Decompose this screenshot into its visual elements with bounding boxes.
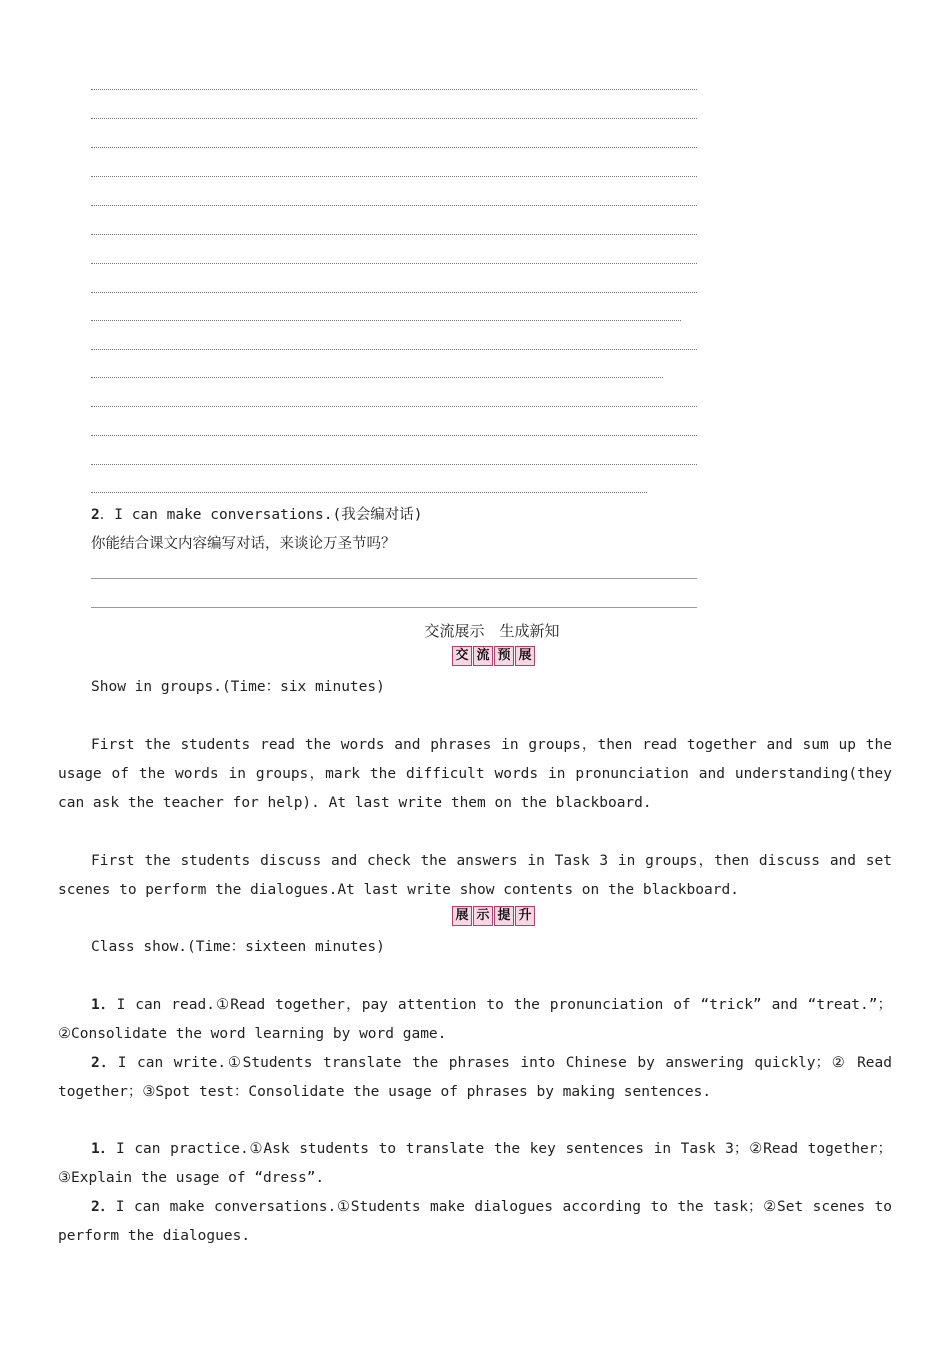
badge-char: 提: [494, 906, 514, 926]
item-heading-text: I can make conversations.(我会编对话): [114, 507, 423, 523]
answer-line: [91, 607, 697, 608]
badge-char: 展: [515, 646, 535, 666]
section-title: 交流展示 生成新知: [424, 622, 560, 640]
class-item-number: 2．: [91, 1055, 118, 1071]
group-show-label: Show in groups.(Time：six minutes): [91, 679, 385, 695]
item-number: 2: [91, 507, 100, 523]
class-item-text: I can practice.①Ask students to translate the key sentences in Task 3；②Read together；③Explain the usage of “dress”.: [58, 1141, 893, 1186]
badge-char: 预: [494, 646, 514, 666]
badge-char: 交: [452, 646, 472, 666]
class-item: [58, 1193, 892, 1251]
badge-char: 展: [452, 906, 472, 926]
section-badge-show-improve: [452, 906, 536, 926]
class-show-label: Class show.(Time：sixteen minutes): [91, 939, 385, 955]
class-item-text: I can make conversations.①Students make dialogues according to the task；②Set scenes to perform the dialogues.: [58, 1199, 892, 1244]
writing-line: [91, 320, 681, 321]
class-item-number: 2．: [91, 1199, 116, 1215]
writing-item-heading: 2．I can make conversations.(我会编对话): [91, 507, 423, 523]
badge-char: 示: [473, 906, 493, 926]
class-item-text: I can write.①Students translate the phrases into Chinese by answering quickly；② Read together；③Spot test：Consolidate the usage of phrases by making sentences.: [58, 1055, 892, 1100]
class-item: [58, 1049, 892, 1107]
writing-line: [91, 377, 663, 378]
class-item-text: I can read.①Read together，pay attention to the pronunciation of “trick” and “treat.”；②Consolidate the word learning by word game.: [58, 997, 892, 1042]
writing-line: [91, 118, 697, 119]
writing-line: [91, 89, 697, 90]
class-item: [58, 991, 892, 1049]
answer-line: [91, 578, 697, 579]
writing-line: [91, 205, 697, 206]
writing-line: [91, 176, 697, 177]
group-paragraph: First the students read the words and phrases in groups，then read together and sum up the usage of the words in groups，mark the difficult words in pronunciation and understanding(they can ask the teacher for help). At last write them on the blackboard.: [58, 737, 892, 811]
section-badge-exchange-preview: [452, 646, 536, 666]
class-item: [58, 1135, 892, 1193]
writing-line: [91, 435, 697, 436]
writing-line: [91, 263, 697, 264]
badge-char: 升: [515, 906, 535, 926]
writing-line: [91, 464, 697, 465]
writing-line: [91, 147, 697, 148]
writing-line: [91, 492, 647, 493]
writing-instruction: 你能结合课文内容编写对话，来谈论万圣节吗？: [91, 536, 396, 552]
writing-line: [91, 234, 697, 235]
writing-line: [91, 349, 697, 350]
class-item-number: 1．: [91, 997, 117, 1013]
writing-line: [91, 292, 697, 293]
writing-line: [91, 406, 697, 407]
class-item-number: 1．: [91, 1141, 116, 1157]
badge-char: 流: [473, 646, 493, 666]
group-paragraph: First the students discuss and check the answers in Task 3 in groups，then discuss and set scenes to perform the dialogues.At last write show contents on the blackboard.: [58, 853, 892, 898]
